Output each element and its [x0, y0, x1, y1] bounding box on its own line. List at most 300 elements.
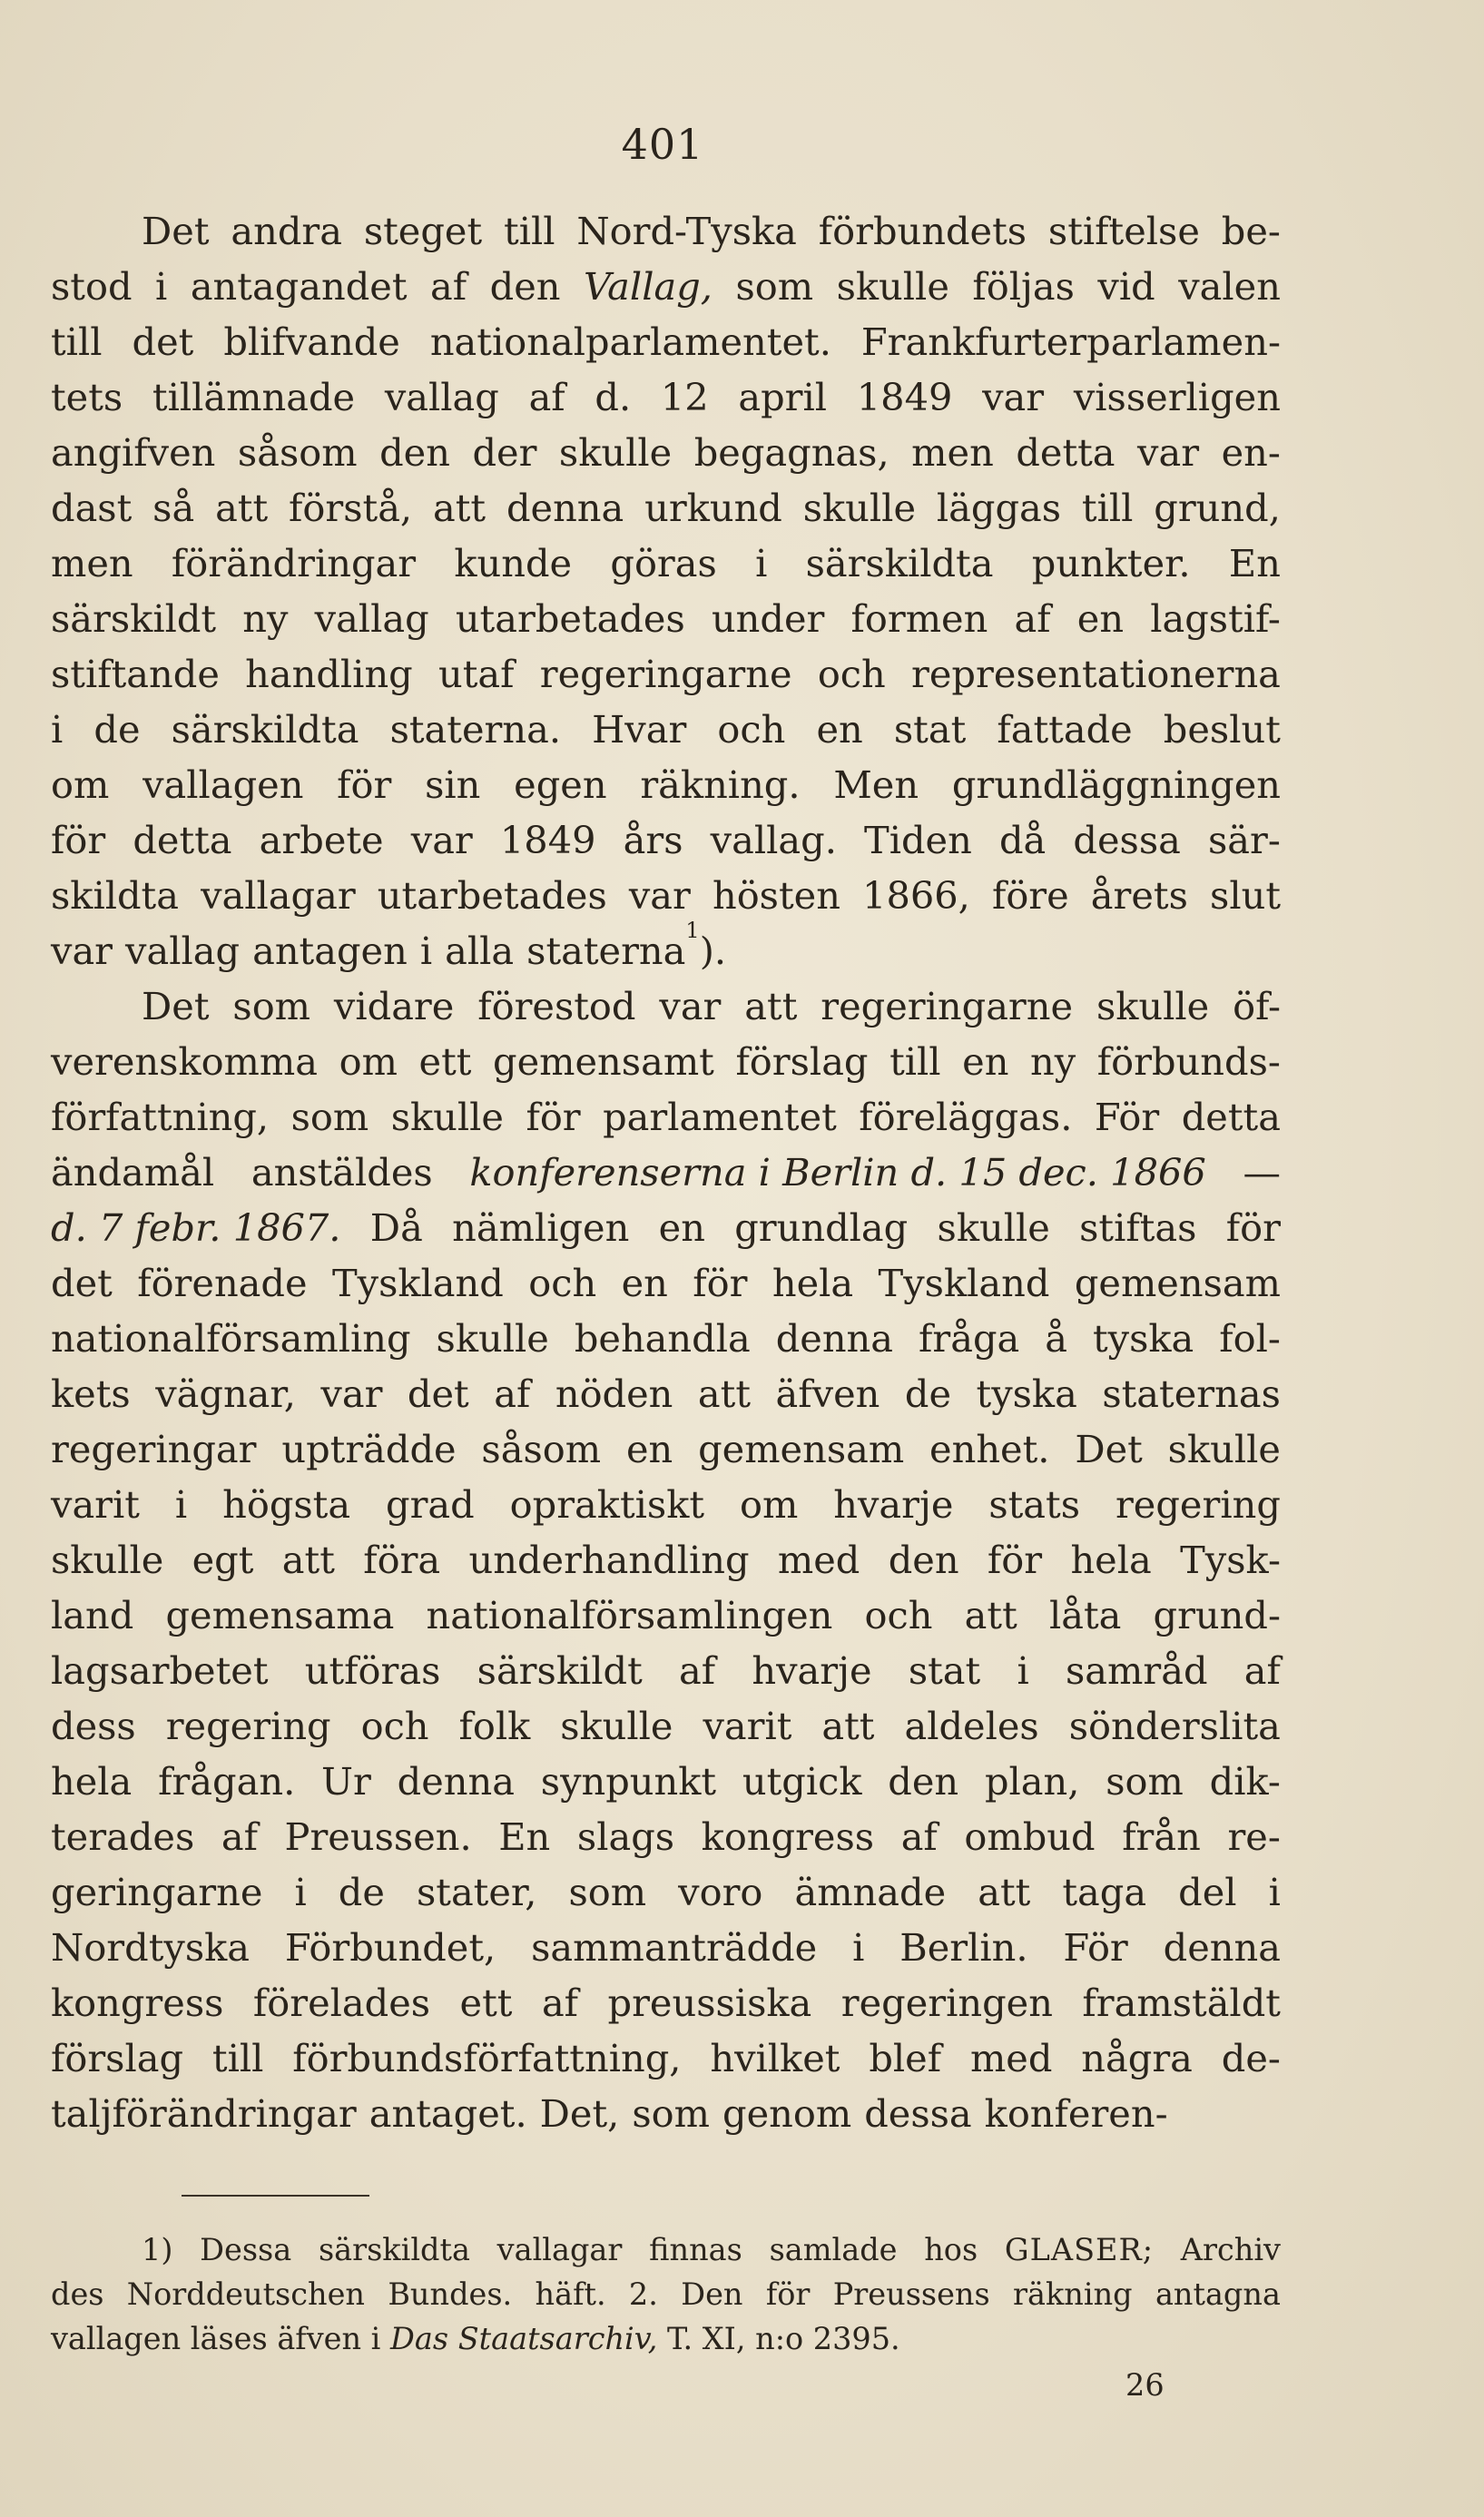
- word: stiftande: [51, 652, 220, 696]
- word: att: [821, 1704, 875, 1748]
- word: göras: [610, 541, 717, 585]
- signature-mark: 26: [1125, 2367, 1165, 2403]
- word: detta: [1181, 1095, 1281, 1139]
- word: d. 7 febr. 1867.: [51, 1205, 341, 1250]
- word: dess: [51, 1704, 136, 1748]
- word: ny: [1030, 1039, 1076, 1084]
- word: och: [717, 707, 786, 752]
- word: kongress: [51, 1981, 224, 2025]
- word: vallag.: [710, 818, 837, 862]
- word: underhandling: [468, 1538, 750, 1582]
- word: april: [738, 375, 828, 419]
- word: förslag: [51, 2036, 184, 2080]
- word: valen: [1178, 264, 1281, 309]
- word: skildta: [51, 873, 179, 918]
- word: men: [911, 430, 994, 475]
- word: för: [987, 1538, 1043, 1582]
- word: till: [504, 209, 555, 253]
- word: gemensam: [698, 1427, 905, 1471]
- word: dessa: [864, 2091, 972, 2136]
- word: för: [693, 1261, 748, 1305]
- word: Förbundet,: [284, 1925, 496, 1970]
- word: denna: [775, 1316, 894, 1361]
- word: förändringar: [171, 541, 417, 585]
- word: visserligen: [1073, 375, 1281, 419]
- word: skulle: [1167, 1427, 1281, 1471]
- word: land: [51, 1593, 134, 1637]
- word: geringarne: [51, 1870, 263, 1914]
- word: re-: [1227, 1814, 1281, 1859]
- word: förbundsförfattning,: [292, 2036, 682, 2080]
- text-line: [51, 536, 1281, 591]
- word: urkund: [644, 486, 782, 530]
- word: af: [679, 1648, 716, 1693]
- word: arbete: [259, 818, 384, 862]
- word: till: [51, 320, 103, 364]
- word: för: [526, 1095, 581, 1139]
- word: nämligen: [452, 1205, 630, 1250]
- word: opraktiskt: [509, 1482, 705, 1527]
- word: denna: [506, 486, 624, 530]
- word: stiftas: [1079, 1205, 1197, 1250]
- word: sönderslita: [1068, 1704, 1281, 1748]
- word: särskildta: [805, 541, 994, 585]
- word: regering: [165, 1704, 331, 1748]
- word: den: [379, 430, 450, 475]
- word: skulle: [560, 1704, 673, 1748]
- word: regeringar: [51, 1427, 257, 1471]
- page-number: 401: [621, 120, 704, 169]
- word: folk: [458, 1704, 531, 1748]
- word: förslag: [735, 1039, 869, 1084]
- word: del: [1178, 1870, 1237, 1914]
- word: och: [528, 1261, 597, 1305]
- text-line: [51, 1698, 1281, 1754]
- word: grad: [386, 1482, 475, 1527]
- word: var: [628, 873, 691, 918]
- word: i: [1268, 1870, 1281, 1914]
- word: blifvande: [223, 320, 400, 364]
- word: äfven: [775, 1372, 880, 1416]
- word: till: [211, 2036, 264, 2080]
- footnote-line: [51, 2272, 1281, 2316]
- word: handling: [245, 652, 413, 696]
- text-line: [51, 1145, 1281, 1200]
- word: fol-: [1219, 1316, 1281, 1361]
- word: stat: [893, 707, 967, 752]
- footnote-word: des: [51, 2276, 104, 2312]
- word: var: [659, 984, 722, 1028]
- word: var: [410, 818, 473, 862]
- word: hela: [771, 1261, 854, 1305]
- word: En: [498, 1814, 551, 1859]
- word: högsta: [222, 1482, 351, 1527]
- word: enhet.: [929, 1427, 1050, 1471]
- text-line: [51, 978, 1281, 1034]
- text-line: [51, 369, 1281, 425]
- word: Frankfurterparlamen-: [860, 320, 1281, 364]
- word: förenade: [137, 1261, 308, 1305]
- word: den: [489, 264, 561, 309]
- word: parlamentet: [603, 1095, 837, 1139]
- word: som: [568, 1870, 647, 1914]
- word: ett: [459, 1981, 513, 2025]
- word: synpunkt: [540, 1759, 717, 1804]
- word: stat: [908, 1648, 981, 1693]
- word: skulle: [51, 1538, 164, 1582]
- word: såsom: [481, 1427, 602, 1471]
- word: plan,: [984, 1759, 1080, 1804]
- word: fråga: [919, 1316, 1020, 1361]
- word: vallag: [384, 375, 499, 419]
- word: anstäldes: [251, 1150, 433, 1195]
- word: upträdde: [281, 1427, 457, 1471]
- word: varit: [703, 1704, 792, 1748]
- word: skulle: [436, 1316, 549, 1361]
- word: det: [51, 1261, 113, 1305]
- word: läggas: [936, 486, 1062, 530]
- word: som: [1106, 1759, 1184, 1804]
- word: begagnas,: [693, 430, 889, 475]
- word: af: [900, 1814, 938, 1859]
- word: med: [777, 1538, 860, 1582]
- word: sin: [425, 762, 481, 807]
- word: det: [132, 320, 194, 364]
- word: var: [51, 929, 113, 973]
- word: regeringarne: [821, 984, 1074, 1028]
- word: vidare: [333, 984, 455, 1028]
- word: en: [658, 1205, 705, 1250]
- word: För: [1063, 1925, 1128, 1970]
- word: formen: [850, 596, 988, 641]
- text-line: [51, 1311, 1281, 1366]
- footnote-word: finnas: [649, 2232, 742, 2267]
- word: af: [1014, 596, 1051, 641]
- word: egt: [192, 1538, 254, 1582]
- word: grundläggningen: [951, 762, 1281, 807]
- word: aldeles: [904, 1704, 1039, 1748]
- word: af: [528, 375, 565, 419]
- word: Det: [1075, 1427, 1143, 1471]
- word: beslut: [1163, 707, 1281, 752]
- word: några: [1081, 2036, 1193, 2080]
- text-line: [51, 203, 1281, 259]
- word: af: [494, 1372, 531, 1416]
- text-line: [51, 1255, 1281, 1311]
- word: var: [1137, 430, 1200, 475]
- word: frågan.: [158, 1759, 296, 1804]
- word: hvarje: [833, 1482, 954, 1527]
- text-line: [51, 425, 1281, 480]
- text-line: [51, 812, 1281, 868]
- word: från: [1122, 1814, 1201, 1859]
- word: slags: [576, 1814, 675, 1859]
- word: att: [215, 486, 269, 530]
- word: kongress: [701, 1814, 875, 1859]
- word: förbundets: [818, 209, 1027, 253]
- word: taljförändringar: [51, 2091, 357, 2136]
- word: vägnar,: [155, 1372, 296, 1416]
- footnote-text: vallagen läses äfven i: [51, 2321, 391, 2356]
- word: representationerna: [911, 652, 1281, 696]
- word: om: [339, 1039, 398, 1084]
- word: nationalparlamentet.: [429, 320, 831, 364]
- word: grund,: [1154, 486, 1281, 530]
- word: regeringarne: [539, 652, 792, 696]
- word: det: [407, 1372, 469, 1416]
- word: hela: [1070, 1538, 1152, 1582]
- word: den: [888, 1538, 959, 1582]
- word: i: [419, 929, 433, 973]
- word: föreläggas.: [859, 1095, 1073, 1139]
- word: af: [1243, 1648, 1281, 1693]
- word: Tiden: [864, 818, 972, 862]
- word: års: [623, 818, 683, 862]
- word: detta: [133, 818, 232, 862]
- word: Tysk-: [1180, 1538, 1281, 1582]
- word: Nord-Tyska: [576, 209, 797, 253]
- word: utaf: [438, 652, 515, 696]
- footnote-word: Archiv: [1180, 2232, 1281, 2267]
- word: dessa: [1073, 818, 1181, 862]
- text-line: [51, 757, 1281, 812]
- word: af: [430, 264, 467, 309]
- word: vid: [1097, 264, 1155, 309]
- word: som: [290, 1095, 369, 1139]
- word: staterna$^1$).: [526, 923, 739, 978]
- word: Det: [142, 209, 210, 253]
- word: preussiska: [607, 1981, 812, 2025]
- word: särskildt: [51, 596, 217, 641]
- word: med: [969, 2036, 1053, 2080]
- word: hvilket: [710, 2036, 840, 2080]
- word: der: [472, 430, 537, 475]
- word: hösten: [712, 873, 840, 918]
- word: en: [1076, 596, 1125, 641]
- word: grundlag: [734, 1205, 909, 1250]
- word: före: [991, 873, 1069, 918]
- word: dik-: [1209, 1759, 1281, 1804]
- word: varit: [51, 1482, 140, 1527]
- word: dast: [51, 486, 133, 530]
- word: förelades: [252, 1981, 431, 2025]
- word: 1849: [856, 375, 953, 419]
- word: tyska: [1092, 1316, 1194, 1361]
- word: följas: [972, 264, 1075, 309]
- footnote-reference: 1: [685, 918, 700, 944]
- word: slut: [1210, 873, 1281, 918]
- word: genom: [722, 2091, 852, 2136]
- footnote-line: [51, 2316, 1281, 2361]
- word: till: [1081, 486, 1134, 530]
- footnote-line: [51, 2227, 1281, 2272]
- footnote-word: samlade: [769, 2232, 898, 2267]
- word: författning,: [51, 1095, 270, 1139]
- word: utarbetades: [377, 873, 607, 918]
- word: egen: [514, 762, 607, 807]
- word: För: [1094, 1095, 1160, 1139]
- text-line: [51, 1366, 1281, 1421]
- word: gemensama: [165, 1593, 395, 1637]
- footnote-word: Norddeutschen: [126, 2276, 365, 2312]
- word: nationalförsamlingen: [426, 1593, 833, 1637]
- word: öf-: [1233, 984, 1281, 1028]
- footnote-word: 1): [142, 2232, 173, 2267]
- word: denna: [1163, 1925, 1281, 1970]
- word: i: [1017, 1648, 1029, 1693]
- word: stater,: [416, 1870, 537, 1914]
- text-line: [51, 1477, 1281, 1532]
- word: —: [1243, 1150, 1281, 1195]
- word: fattade: [997, 707, 1133, 752]
- word: hela: [51, 1759, 133, 1804]
- text-line: [51, 702, 1281, 757]
- word: vallagar: [201, 873, 356, 918]
- word: men: [51, 541, 133, 585]
- word: denna: [397, 1759, 515, 1804]
- footnote-word: hos: [924, 2232, 978, 2267]
- word: vallag: [125, 929, 241, 973]
- word: Men: [833, 762, 919, 807]
- text-line: [51, 1864, 1281, 1920]
- word: 1866,: [862, 873, 970, 918]
- word: framstäldt: [1082, 1981, 1281, 2025]
- footnote-word: för: [765, 2276, 811, 2312]
- word: Då: [369, 1205, 423, 1250]
- word: räkning.: [640, 762, 801, 807]
- word: tyska: [976, 1372, 1077, 1416]
- word: förestod: [477, 984, 636, 1028]
- word: och: [817, 652, 886, 696]
- word: behandla: [574, 1316, 751, 1361]
- word: såsom: [237, 430, 358, 475]
- text-line: [51, 1809, 1281, 1864]
- word: hvarje: [752, 1648, 872, 1693]
- word: Det,: [539, 2091, 620, 2136]
- word: var: [982, 375, 1045, 419]
- footnote-word: GLASER;: [1004, 2232, 1155, 2267]
- word: de-: [1221, 2036, 1281, 2080]
- word: de: [904, 1372, 952, 1416]
- word: de: [338, 1870, 385, 1914]
- word: gemensam: [1074, 1261, 1281, 1305]
- word: förbunds-: [1096, 1039, 1281, 1084]
- word: Hvar: [592, 707, 687, 752]
- word: att: [744, 984, 798, 1028]
- word: i: [294, 1870, 307, 1914]
- word: som: [232, 984, 311, 1028]
- text-line: [51, 591, 1281, 646]
- word: under: [711, 596, 825, 641]
- word: i: [852, 1925, 865, 1970]
- word: kunde: [454, 541, 573, 585]
- word: samråd: [1066, 1648, 1208, 1693]
- word: å: [1045, 1316, 1067, 1361]
- word: Tyskland: [878, 1261, 1050, 1305]
- word: detta: [1016, 430, 1115, 475]
- word: regeringen: [840, 1981, 1053, 2025]
- text-line: [51, 1975, 1281, 2030]
- word: stod: [51, 264, 133, 309]
- word: tillämnade: [152, 375, 356, 419]
- word: och: [360, 1704, 429, 1748]
- word: för: [337, 762, 392, 807]
- word: om: [739, 1482, 799, 1527]
- word: taga: [1062, 1870, 1147, 1914]
- body-text: [51, 203, 1281, 2141]
- word: vallagen: [143, 762, 304, 807]
- text-line: [51, 2086, 1281, 2141]
- footnote-word: räkning: [1013, 2276, 1133, 2312]
- word: Tyskland: [331, 1261, 504, 1305]
- word: staternas: [1102, 1372, 1281, 1416]
- word: blef: [869, 2036, 942, 2080]
- word: verenskomma: [51, 1039, 319, 1084]
- footnote-word: Bundes.: [388, 2276, 513, 2312]
- footnote-word: häft.: [535, 2276, 606, 2312]
- word: utgick: [742, 1759, 862, 1804]
- text-line: [51, 1588, 1281, 1643]
- word: ).: [699, 929, 727, 973]
- word: årets: [1090, 873, 1188, 918]
- word: så: [152, 486, 195, 530]
- word: skulle: [937, 1205, 1050, 1250]
- word: ny: [242, 596, 289, 641]
- word: antaget.: [369, 2091, 527, 2136]
- footnote-word: 2.: [628, 2276, 658, 2312]
- word: att: [964, 1593, 1017, 1637]
- word: ändamål: [51, 1150, 215, 1195]
- word: andra: [231, 209, 342, 253]
- word: en: [621, 1261, 668, 1305]
- word: konferen-: [984, 2091, 1168, 2136]
- text-line: [51, 1034, 1281, 1089]
- word: en: [625, 1427, 673, 1471]
- word: en: [816, 707, 863, 752]
- word: låta: [1048, 1593, 1122, 1637]
- word: af: [221, 1814, 258, 1859]
- word: var: [320, 1372, 383, 1416]
- word: förstå,: [289, 486, 413, 530]
- word: de: [93, 707, 141, 752]
- word: för: [51, 818, 106, 862]
- text-line: [51, 868, 1281, 923]
- word: om: [51, 762, 110, 807]
- footnote-word: särskildta: [318, 2232, 470, 2267]
- word: i: [174, 1482, 188, 1527]
- word: vallag: [314, 596, 429, 641]
- word: nöden: [555, 1372, 673, 1416]
- text-line: [51, 1532, 1281, 1588]
- footnote-word: Dessa: [200, 2232, 292, 2267]
- footnote-separator: [182, 2195, 369, 2197]
- word: att: [432, 486, 486, 530]
- word: steget: [363, 209, 483, 253]
- text-line: [51, 646, 1281, 702]
- word: 12: [660, 375, 709, 419]
- word: d.: [595, 375, 632, 419]
- footnote-text: T. XI, n:o 2395.: [657, 2321, 900, 2356]
- word: stiftelse: [1047, 209, 1200, 253]
- text-line: [51, 314, 1281, 369]
- word: i: [155, 264, 168, 309]
- word: att: [281, 1538, 335, 1582]
- word: Nordtyska: [51, 1925, 251, 1970]
- footnote-word: antagna: [1155, 2276, 1281, 2312]
- word: antagen: [252, 929, 408, 973]
- word: sammanträdde: [531, 1925, 818, 1970]
- word: kets: [51, 1372, 131, 1416]
